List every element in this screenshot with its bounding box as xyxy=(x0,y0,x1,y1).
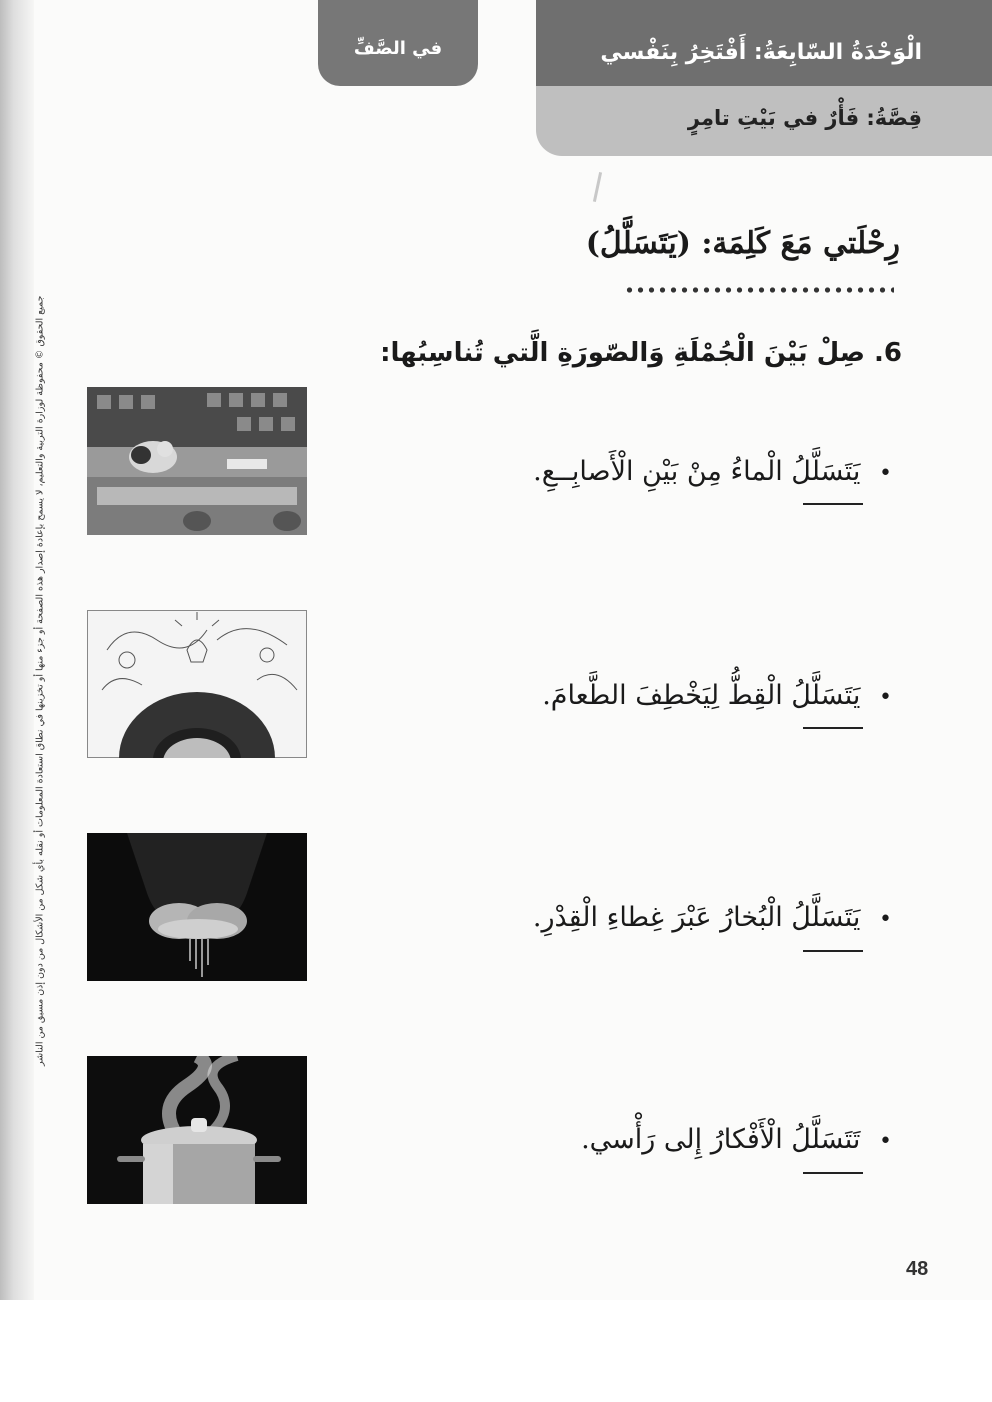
ideas-photo-image xyxy=(87,610,307,758)
keyword-underline xyxy=(803,950,863,952)
dotted-divider xyxy=(624,286,894,294)
sentence-3-text: يَتَسَلَّلُ الْبُخارُ عَبْرَ غِطاءِ الْقِدْرِ. xyxy=(532,902,861,933)
sentence-4 xyxy=(581,1124,892,1155)
sentence-1 xyxy=(533,456,892,487)
keyword-underline xyxy=(803,503,863,505)
photo-steaming-pot[interactable] xyxy=(87,1056,307,1204)
bullet-icon: • xyxy=(879,685,892,710)
bullet-icon: • xyxy=(879,1129,892,1154)
page-number: 48 xyxy=(906,1258,929,1280)
page-binding-shadow xyxy=(0,0,34,1300)
sentence-3 xyxy=(533,902,892,933)
copyright-note xyxy=(30,295,50,1067)
pot-photo-image xyxy=(87,1056,307,1204)
scan-mark xyxy=(593,172,602,202)
sentence-4-text: تَتَسَلَّلُ الْأَفْكارُ إِلى رَأْسي. xyxy=(581,1124,861,1155)
copyright-note-text: جميع الحقوق © محفوظة لوزارة التربية والتعليم، لا يسمح بإعادة إصدار هذه الصفحة أو جزء منها أو تخزينها في نطاق استعادة المعلومات أو نقله بأي شكل من الأشكال من دون إذن مسبق من الناشر xyxy=(34,295,46,1067)
keyword-underline xyxy=(803,1172,863,1174)
sentence-2 xyxy=(542,680,892,711)
exercise-instruction: 6. صِلْ بَيْنَ الْجُمْلَةِ وَالصّورَةِ الَّتي تُناسِبُها: xyxy=(380,338,902,368)
bullet-icon: • xyxy=(879,907,892,932)
page-bottom-margin xyxy=(0,1300,992,1402)
keyword-underline xyxy=(803,727,863,729)
classroom-tab-label: في الصَّفِّ xyxy=(353,38,443,59)
photo-water-hands[interactable] xyxy=(87,833,307,981)
cat-photo-image xyxy=(87,387,307,535)
hands-photo-image xyxy=(87,833,307,981)
story-title: قِصَّةُ: فَأْرٌ في بَيْتِ تامِرٍ xyxy=(687,106,922,130)
section-heading: رِحْلَتي مَعَ كَلِمَة: (يَتَسَلَّلُ) xyxy=(585,226,900,261)
photo-cat-on-table[interactable] xyxy=(87,387,307,535)
sentence-1-text: يَتَسَلَّلُ الْماءُ مِنْ بَيْنِ الْأَصابِــعِ. xyxy=(533,456,861,487)
sentence-2-text: يَتَسَلَّلُ الْقِطُّ لِيَخْطِفَ الطَّعامَ. xyxy=(542,680,861,711)
bullet-icon: • xyxy=(879,461,892,486)
photo-ideas-head[interactable] xyxy=(87,610,307,758)
unit-title: الْوَحْدَةُ السّابِعَةُ: أَفْتَخِرُ بِنَفْسي xyxy=(600,40,922,65)
